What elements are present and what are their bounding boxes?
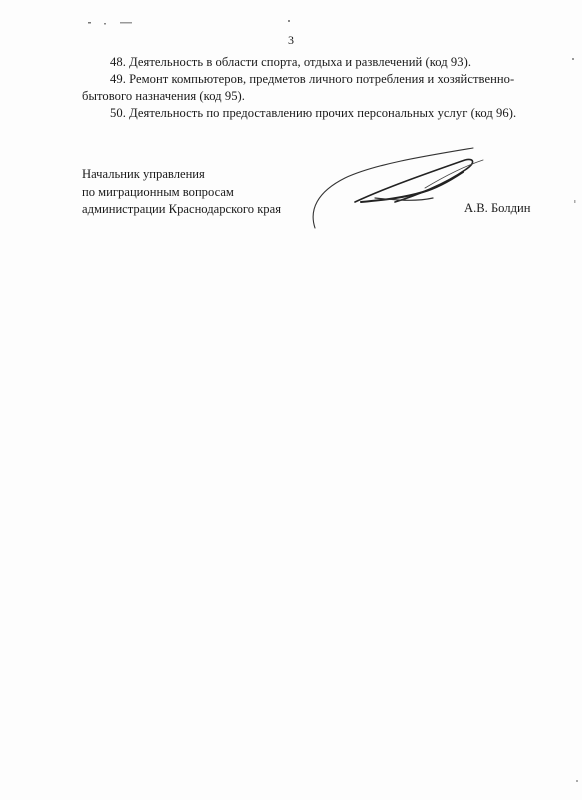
handwritten-signature: [305, 140, 495, 235]
signatory-title: [82, 166, 281, 219]
list-item-text: 49. Ремонт компьютеров, предметов личного потребления и хозяйственно-: [110, 72, 515, 86]
list-item-48: [82, 54, 548, 71]
activity-list: [82, 54, 548, 122]
list-item-text: 50. Деятельность по предоставлению прочих персональных услуг (код 96).: [110, 106, 517, 120]
list-item-49: [82, 71, 548, 105]
page-number: 3: [288, 33, 294, 47]
signer-name: А.В. Болдин: [464, 201, 531, 215]
list-item-text: 48. Деятельность в области спорта, отдыха и развлечений (код 93).: [110, 55, 472, 69]
signatory-title-line: Начальник управления: [82, 167, 205, 181]
list-item-50: [82, 105, 548, 122]
signatory-title-line: администрации Краснодарского края: [82, 202, 281, 216]
list-item-continuation: бытового назначения (код 95).: [82, 89, 245, 103]
signatory-title-line: по миграционным вопросам: [82, 184, 234, 199]
